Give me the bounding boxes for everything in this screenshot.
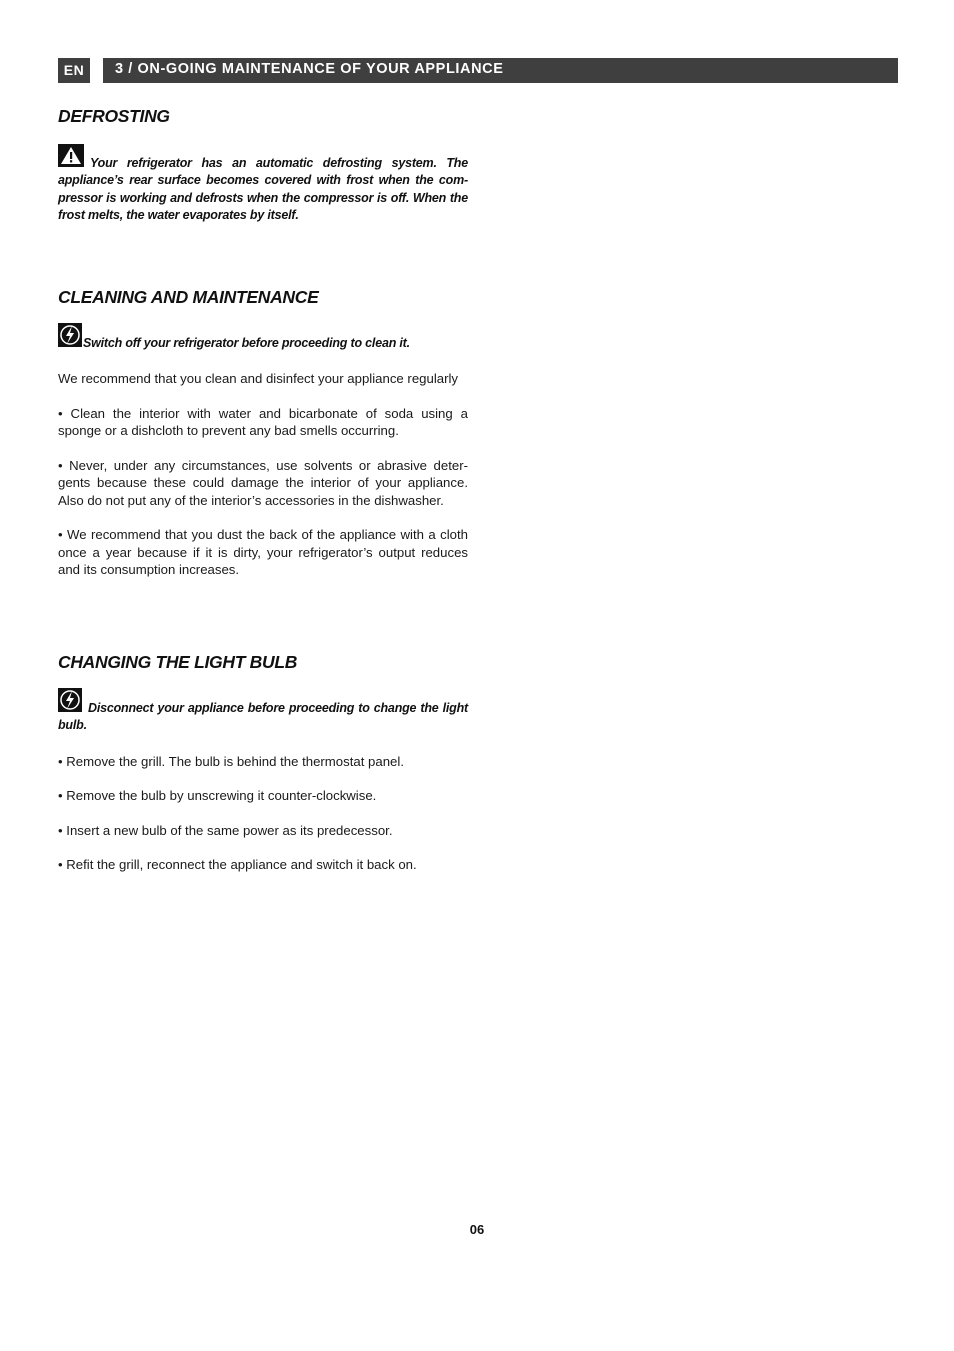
light-bulb-warning — [58, 688, 468, 735]
cleaning-paragraph: • Clean the interior with water and bicarbonate of soda using a sponge or a dishcloth to prevent any bad smells occurring. — [58, 405, 468, 439]
light-bulb-step: • Refit the grill, reconnect the appliance and switch it back on. — [58, 857, 417, 873]
light-bulb-warning-text: Disconnect your appliance before proceeding to change the light bulb. — [58, 701, 468, 733]
electric-hazard-icon — [58, 323, 82, 352]
language-badge: EN — [58, 58, 90, 83]
page-number: 06 — [469, 1222, 485, 1237]
warning-triangle-icon — [58, 144, 84, 172]
cleaning-paragraph: We recommend that you clean and disinfect your appliance regularly — [58, 371, 458, 387]
cleaning-title: CLEANING AND MAINTENANCE — [58, 287, 319, 307]
section-light-bulb — [58, 652, 468, 874]
light-bulb-step: • Insert a new bulb of the same power as its predecessor. — [58, 822, 393, 838]
light-bulb-step: • Remove the grill. The bulb is behind the thermostat panel. — [58, 753, 404, 769]
defrosting-warning — [58, 144, 468, 224]
cleaning-warning — [58, 323, 468, 352]
cleaning-paragraph: • We recommend that you dust the back of the appliance with a cloth once a year because if it is dirty, your refrigerator’s output reduces and its consumption increases. — [58, 527, 468, 578]
chapter-title: 3 / ON-GOING MAINTENANCE OF YOUR APPLIANCE — [103, 58, 898, 83]
cleaning-warning-text: Switch off your refrigerator before proceeding to clean it. — [83, 336, 410, 350]
light-bulb-title: CHANGING THE LIGHT BULB — [58, 652, 298, 672]
defrosting-title: DEFROSTING — [58, 106, 170, 126]
section-cleaning — [58, 287, 468, 579]
light-bulb-step: • Remove the bulb by unscrewing it counter-clockwise. — [58, 788, 377, 804]
chapter-header — [58, 58, 898, 83]
defrosting-warning-text: Your refrigerator has an automatic defrosting system. The appliance’s rear surface becomes covered with frost when the com- pressor is working and defrosts when the compressor is off. When the frost melts, the water evaporates by itself. — [58, 156, 468, 222]
section-defrosting — [58, 106, 468, 224]
cleaning-paragraph: • Never, under any circumstances, use solvents or abrasive deter- gents because these could damage the interior of your appliance. Also do not put any of the interior’s accessories in the dishwasher. — [58, 457, 468, 508]
electric-hazard-icon — [58, 688, 82, 717]
